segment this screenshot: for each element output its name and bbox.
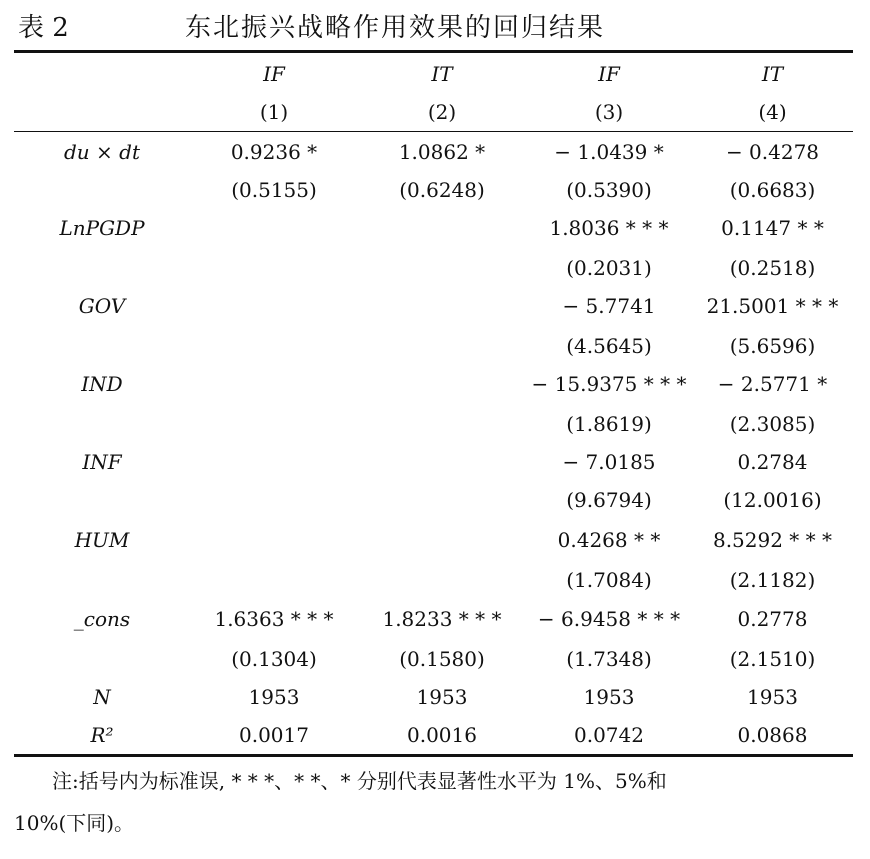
header-rule [14,131,853,132]
table-row [14,443,853,481]
se-cell: (1.7084) [566,568,652,592]
se-cell: (1.8619) [566,412,652,436]
row-label: HUM [74,528,130,552]
row-label: N [93,685,111,709]
stat-cell: 0.0868 [737,723,808,747]
stat-cell: 1953 [583,685,635,709]
header-depvar: IF [598,62,620,86]
header-colnum: (2) [427,100,457,124]
table-row-se [14,327,853,365]
row-label: GOV [78,294,126,318]
stat-cell: 0.0016 [407,723,477,747]
table-note-continued: 10%(下同)。 [14,811,135,835]
header-depvar: IF [263,62,285,86]
header-colnum: (3) [594,100,624,124]
coef-cell: − 0.4278 [725,140,820,164]
row-label: du × dt [64,140,140,164]
table-caption: 东北振兴战略作用效果的回归结果 [185,13,606,43]
se-cell: (0.5390) [566,178,652,202]
row-label: _cons [73,607,131,631]
coef-cell: 0.1147 * * [721,216,824,240]
coef-cell: − 6.9458 * * * [537,607,681,631]
table-row [14,365,853,403]
table-row [14,287,853,325]
coef-cell: 0.4268 * * [557,528,661,552]
stat-cell: 1953 [248,685,300,709]
se-cell: (0.6683) [729,178,816,202]
coef-cell: 1.6363 * * * [214,607,334,631]
coef-cell: 8.5292 * * * [712,528,833,552]
coef-cell: 1.0862 * [398,140,486,164]
table-row-se [14,640,853,678]
table-row [14,209,853,247]
se-cell: (2.3085) [729,412,816,436]
header-depvar-row [14,55,853,93]
coef-cell: − 15.9375 * * * [531,372,687,396]
se-cell: (2.1182) [729,568,816,592]
se-cell: (5.6596) [729,334,816,358]
header-colnum-row [14,93,853,131]
stat-cell: 0.0742 [574,723,644,747]
header-depvar: IT [761,62,784,86]
table-row-r2 [14,716,853,754]
row-label: LnPGDP [59,216,145,240]
se-cell: (2.1510) [729,647,816,671]
table-row-se [14,249,853,287]
table-row-se [14,405,853,443]
coef-cell: − 2.5771 * [717,372,828,396]
coef-cell: 21.5001 * * * [706,294,839,318]
row-label: IND [81,372,123,396]
se-cell: (0.1580) [399,647,485,671]
se-cell: (0.6248) [399,178,485,202]
table-row [14,133,853,171]
row-label: R² [90,723,114,747]
se-cell: (9.6794) [566,488,652,512]
header-colnum: (1) [259,100,289,124]
se-cell: (1.7348) [566,647,652,671]
se-cell: (0.1304) [231,647,317,671]
table-row [14,600,853,638]
se-cell: (12.0016) [723,488,822,512]
coef-cell: 0.9236 * [230,140,318,164]
header-colnum: (4) [758,100,787,124]
stat-cell: 1953 [747,685,798,709]
se-cell: (4.5645) [566,334,652,358]
table-note: 注:括号内为标准误, * * *、* *、* 分别代表显著性水平为 1%、5%和 [52,769,667,793]
row-label: INF [82,450,122,474]
table-row-n [14,678,853,716]
stat-cell: 0.0017 [239,723,309,747]
top-rule [14,50,853,53]
coef-cell: − 7.0185 [562,450,656,474]
se-cell: (0.5155) [231,178,317,202]
table-row-se [14,561,853,599]
se-cell: (0.2031) [566,256,652,280]
coef-cell: − 1.0439 * [554,140,664,164]
coef-cell: 1.8036 * * * [549,216,669,240]
se-cell: (0.2518) [729,256,816,280]
bottom-rule [14,754,853,757]
table-row-se [14,171,853,209]
header-depvar: IT [431,62,453,86]
coef-cell: 0.2778 [737,607,808,631]
table-row-se [14,481,853,519]
table-number: 表 2 [18,13,69,43]
coef-cell: 0.2784 [737,450,808,474]
coef-cell: 1.8233 * * * [382,607,502,631]
coef-cell: − 5.7741 [562,294,656,318]
table-row [14,521,853,559]
stat-cell: 1953 [416,685,468,709]
